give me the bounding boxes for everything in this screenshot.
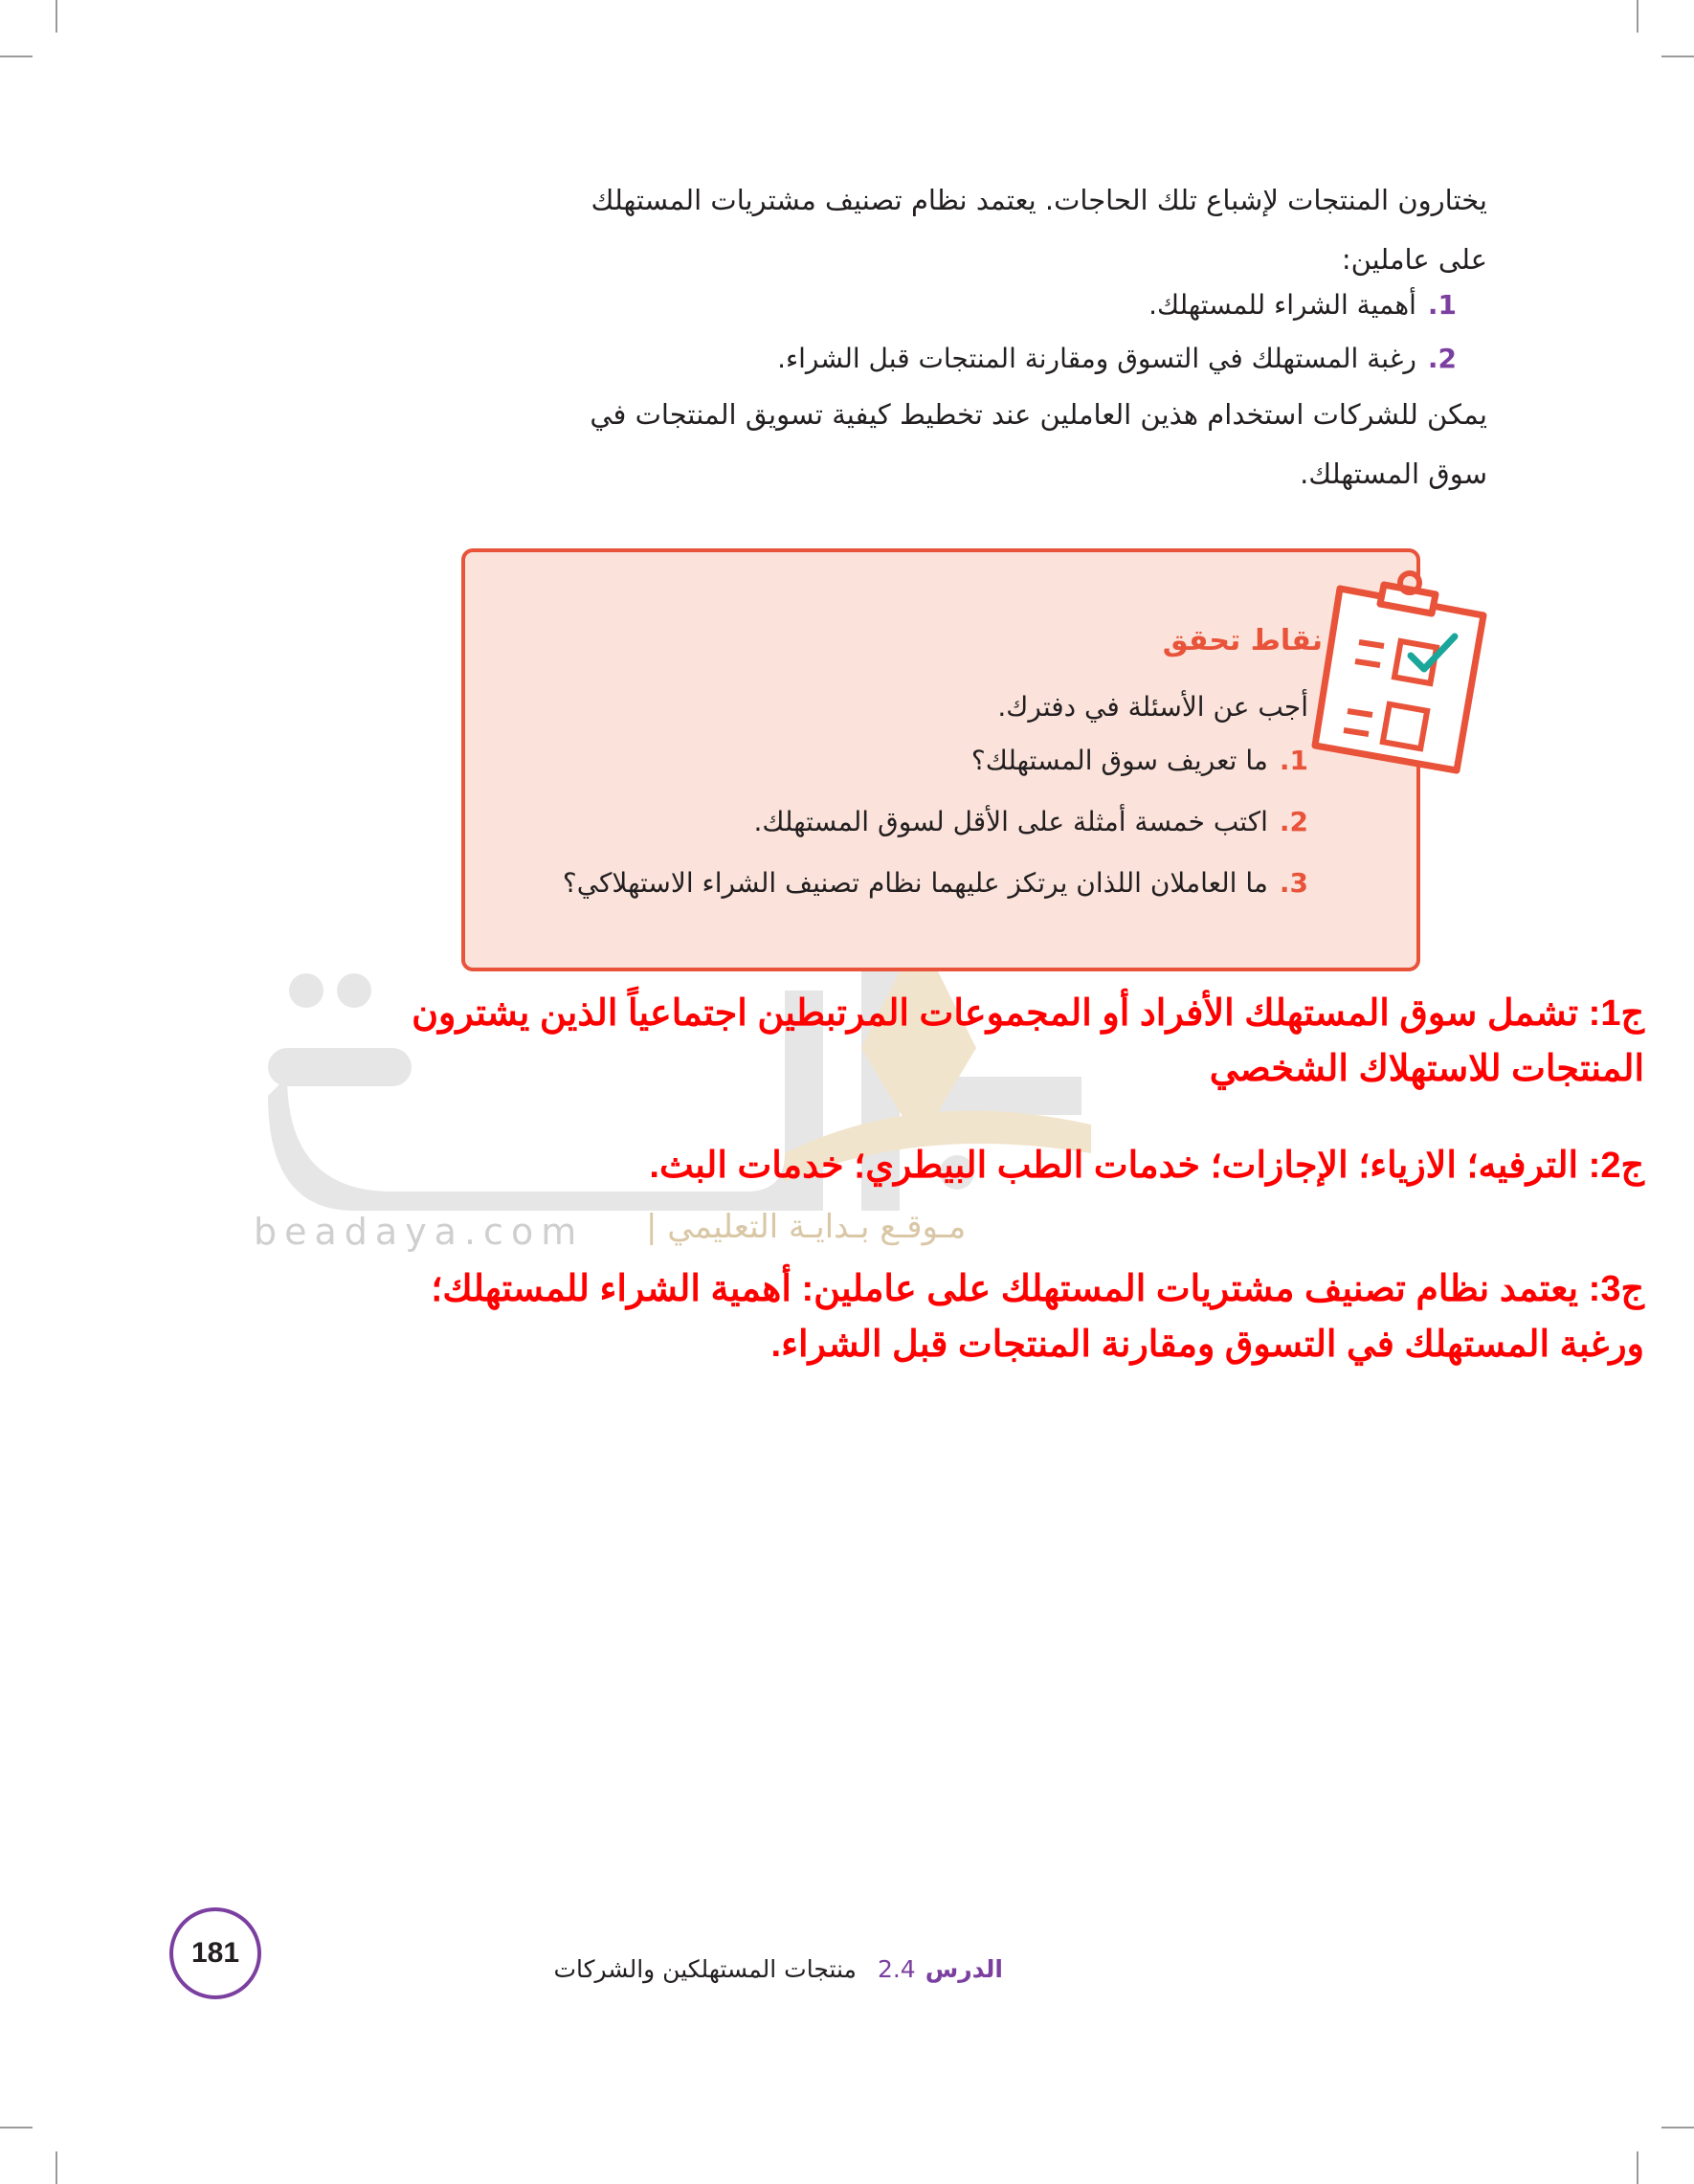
crop-mark bbox=[56, 0, 57, 33]
factor-item bbox=[777, 343, 1457, 374]
answer-3-line-1: ج3: يعتمد نظام تصنيف مشتريات المستهلك على عاملين: أهمية الشراء للمستهلك؛ bbox=[431, 1269, 1644, 1309]
lesson-word: الدرس bbox=[925, 1955, 1003, 1983]
crop-mark bbox=[1637, 0, 1638, 33]
crop-mark bbox=[0, 56, 33, 57]
factor-item bbox=[1148, 289, 1457, 321]
marketing-line-1: يمكن للشركات استخدام هذين العاملين عند تخطيط كيفية تسويق المنتجات في bbox=[590, 398, 1487, 431]
answer-3-line-2: ورغبة المستهلك في التسوق ومقارنة المنتجات قبل الشراء. bbox=[770, 1325, 1644, 1365]
crop-mark bbox=[0, 2127, 33, 2128]
factor-text: رغبة المستهلك في التسوق ومقارنة المنتجات قبل الشراء. bbox=[777, 343, 1416, 374]
question-number: 3. bbox=[1279, 867, 1308, 899]
question-text: ما تعريف سوق المستهلك؟ bbox=[970, 745, 1268, 776]
question-number: 1. bbox=[1279, 745, 1308, 776]
question-number: 2. bbox=[1279, 806, 1308, 837]
factor-number: 1. bbox=[1427, 289, 1457, 321]
answer-1-line-1: ج1: تشمل سوق المستهلك الأفراد أو المجموعات المرتبطين اجتماعياً الذين يشترون bbox=[412, 993, 1644, 1034]
crop-mark bbox=[1661, 2127, 1694, 2128]
answer-2 bbox=[237, 1138, 1644, 1193]
question-text: ما العاملان اللذان يرتكز عليهما نظام تصنيف الشراء الاستهلاكي؟ bbox=[562, 867, 1268, 899]
crop-mark bbox=[56, 2151, 57, 2184]
marketing-paragraph bbox=[521, 385, 1487, 503]
answer-1-line-2: المنتجات للاستهلاك الشخصي bbox=[1209, 1049, 1644, 1089]
lesson-title: منتجات المستهلكين والشركات bbox=[553, 1955, 857, 1983]
question-item bbox=[971, 745, 1308, 776]
watermark-site: beadaya.com bbox=[254, 1211, 585, 1253]
crop-mark bbox=[1661, 56, 1694, 57]
question-item bbox=[563, 867, 1308, 899]
answer-2-line-1: ج2: الترفيه؛ الازياء؛ الإجازات؛ خدمات الطب البيطري؛ خدمات البث. bbox=[649, 1146, 1644, 1186]
answer-1 bbox=[237, 986, 1644, 1097]
checklist-clipboard-icon bbox=[1311, 550, 1503, 780]
question-text: اكتب خمسة أمثلة على الأقل لسوق المستهلك. bbox=[753, 806, 1268, 837]
checkpoints-title: نقاط تحقق bbox=[1162, 624, 1323, 657]
lesson-number: 2.4 bbox=[877, 1955, 916, 1983]
page-number: 181 bbox=[169, 1907, 261, 1999]
factor-text: أهمية الشراء للمستهلك. bbox=[1148, 289, 1416, 321]
intro-line-2: على عاملين: bbox=[1341, 243, 1487, 276]
marketing-line-2: سوق المستهلك. bbox=[1300, 457, 1487, 490]
intro-line-1: يختارون المنتجات لإشباع تلك الحاجات. يعتمد نظام تصنيف مشتريات المستهلك bbox=[591, 184, 1487, 216]
footer-lesson bbox=[553, 1955, 1003, 1983]
checkpoints-instruction: أجب عن الأسئلة في دفترك. bbox=[997, 691, 1308, 723]
intro-paragraph bbox=[521, 170, 1487, 289]
answer-3 bbox=[237, 1261, 1644, 1372]
crop-mark bbox=[1637, 2151, 1638, 2184]
question-item bbox=[753, 806, 1308, 837]
watermark-tagline: مـوقـع بـدايـة التعليمي | bbox=[646, 1208, 967, 1246]
factor-number: 2. bbox=[1427, 343, 1457, 374]
